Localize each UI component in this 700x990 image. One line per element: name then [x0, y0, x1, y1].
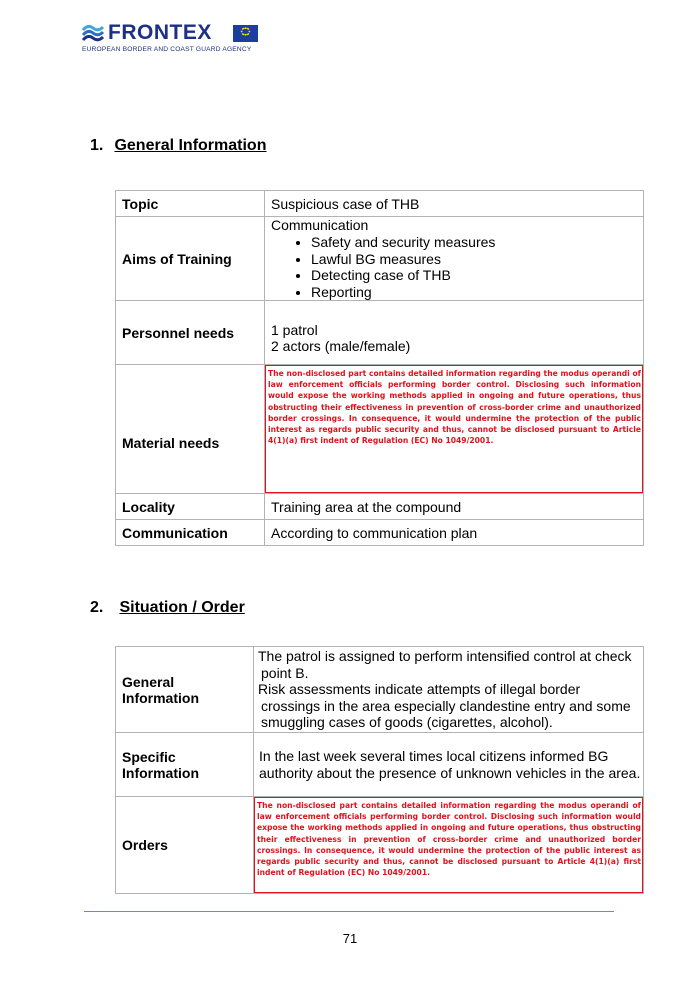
- frontex-logo: [82, 22, 260, 56]
- aims-intro: Communication: [271, 217, 369, 233]
- list-item: • Reporting: [311, 284, 643, 301]
- general-text-line: point B.: [261, 664, 309, 681]
- table-row-material: [116, 365, 644, 494]
- aims-list: [271, 234, 643, 300]
- table-row-aims: [116, 217, 644, 301]
- table-row-personnel: [116, 301, 644, 365]
- locality-value: Training area at the compound: [265, 494, 644, 520]
- specific-value: [254, 733, 644, 797]
- table-row-orders: [116, 797, 644, 894]
- list-item: • Detecting case of THB: [311, 267, 643, 284]
- communication-label: Communication: [116, 520, 265, 546]
- specific-text-line: authority about the presence of unknown vehicles in the area.: [259, 764, 641, 781]
- table-row-general: [116, 647, 644, 733]
- specific-text-line: In the last week several times local citizens informed BG: [259, 748, 609, 764]
- topic-label: Topic: [116, 191, 265, 217]
- general-label-line-2: Information: [122, 689, 199, 706]
- aims-value: [265, 217, 644, 301]
- page-number: 71: [342, 931, 358, 946]
- table-row-specific: [116, 733, 644, 797]
- specific-label-line-1: Specific: [122, 748, 176, 765]
- personnel-value: [265, 301, 644, 365]
- list-item: • Lawful BG measures: [311, 251, 643, 268]
- communication-value: According to communication plan: [265, 520, 644, 546]
- orders-value: [254, 797, 644, 894]
- general-information-table: [115, 190, 644, 546]
- general-value: [254, 647, 644, 733]
- section-2-heading: [90, 599, 245, 617]
- orders-redaction-notice: The non-disclosed part contains detailed information regarding the modus operandi of law enforcement officials performing border control. Disclosing such information would expose the working methods applied in ongoing and future operations, thus obstructing their effectiveness in prevention of cross-border crime and unauthorized border crossings. In consequence, it would undermine the protection of the public interest as regards public security and thus, cannot be disclosed pursuant to Article 4(1)(a) first indent of Regulation (EC) No 1049/2001.: [254, 797, 643, 893]
- section-1-title: General Information: [114, 137, 267, 154]
- section-2-number: 2.: [90, 599, 104, 616]
- general-text-line: smuggling cases of goods (cigarettes, alcohol).: [261, 714, 553, 731]
- general-text-line: Risk assessments indicate attempts of illegal border: [258, 681, 581, 698]
- aims-label: Aims of Training: [116, 217, 265, 301]
- table-row-communication: [116, 520, 644, 546]
- footer-rule: [84, 911, 614, 912]
- specific-label: [116, 733, 254, 797]
- general-label: [116, 647, 254, 733]
- table-row-topic: [116, 191, 644, 217]
- logo-tagline: EUROPEAN BORDER AND COAST GUARD AGENCY: [82, 46, 252, 53]
- material-redaction-notice: The non-disclosed part contains detailed information regarding the modus operandi of law enforcement officials performing border control. Disclosing such information would expose the working methods applied in ongoing and future operations, thus obstructing their effectiveness in prevention of cross-border crime and unauthorized border crossings. In consequence, it would undermine the protection of the public interest as regards public security and thus, cannot be disclosed pursuant to Article 4(1)(a) first indent of Regulation (EC) No 1049/2001.: [265, 365, 643, 493]
- personnel-line-1: 1 patrol: [271, 321, 318, 338]
- specific-label-line-2: Information: [122, 764, 199, 781]
- section-2-title: Situation / Order: [119, 599, 245, 616]
- personnel-label: Personnel needs: [116, 301, 265, 365]
- list-item: • Safety and security measures: [311, 234, 643, 251]
- general-text-line: crossings in the area especially clandestine entry and some: [261, 697, 631, 714]
- orders-label: Orders: [116, 797, 254, 894]
- table-row-locality: [116, 494, 644, 520]
- locality-label: Locality: [116, 494, 265, 520]
- situation-order-table: [115, 646, 644, 894]
- section-1-heading: [90, 137, 266, 155]
- logo-name: FRONTEX: [108, 21, 212, 44]
- frontex-waves-icon: [82, 24, 104, 44]
- general-label-line-1: General: [122, 673, 175, 690]
- eu-flag-icon: [233, 25, 258, 42]
- material-label-text: Material needs: [122, 435, 220, 451]
- material-label: [116, 365, 265, 494]
- section-1-number: 1.: [90, 137, 104, 154]
- topic-value: Suspicious case of THB: [265, 191, 644, 217]
- general-text-line: The patrol is assigned to perform intensified control at check: [258, 648, 632, 665]
- personnel-line-2: 2 actors (male/female): [271, 337, 411, 354]
- material-value: [265, 365, 644, 494]
